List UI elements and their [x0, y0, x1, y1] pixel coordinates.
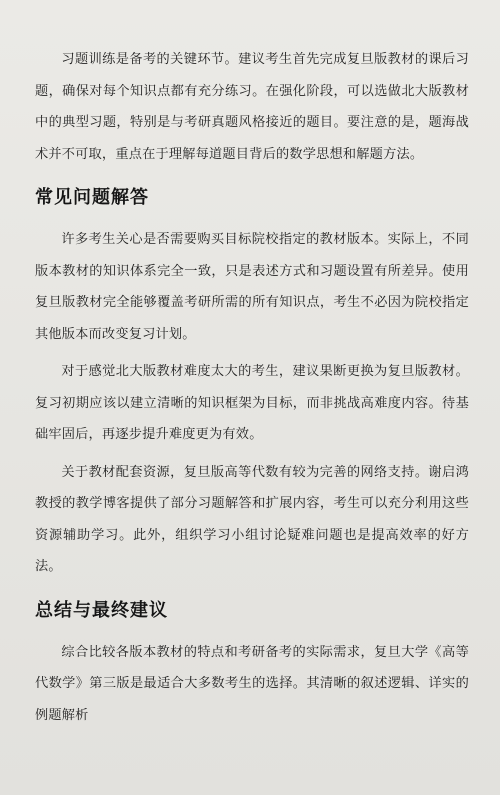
- heading-summary: 总结与最终建议: [35, 599, 168, 621]
- section-summary: [35, 595, 469, 732]
- paragraph-faq-resources: 关于教材配套资源，复旦版高等代数有较为完善的网络支持。谢启鸿教授的教学博客提供了部分习题解答和扩展内容，考生可以充分利用这些资源辅助学习。此外，组织学习小组讨论疑难问题也是提高效率的好方法。: [35, 464, 469, 574]
- heading-faq: 常见问题解答: [35, 187, 149, 208]
- paragraph-exercise-training: 习题训练是备考的关键环节。建议考生首先完成复旦版教材的课后习题，确保对每个知识点都有充分练习。在强化阶段，可以选做北大版教材中的典型习题，特别是与考研真题风格接近的题目。要注意的是，题海战术并不可取，重点在于理解每道题目背后的数学思想和解题方法。: [35, 52, 469, 162]
- paragraph-summary-recommendation: 综合比较各版本教材的特点和考研备考的实际需求，复旦大学《高等代数学》第三版是最适合大多数考生的选择。其清晰的叙述逻辑、详实的例题解析: [35, 644, 469, 723]
- paragraph-faq-difficulty: 对于感觉北大版教材难度太大的考生，建议果断更换为复旦版教材。复习初期应该以建立清晰的知识框架为目标，而非挑战高难度内容。待基础牢固后，再逐步提升难度更为有效。: [35, 364, 469, 442]
- section-faq: [35, 182, 469, 583]
- paragraph-faq-textbook-version: 许多考生关心是否需要购买目标院校指定的教材版本。实际上，不同版本教材的知识体系完全一致，只是表述方式和习题设置有所差异。使用复旦版教材完全能够覆盖考研所需的所有知识点，考生不必因为院校指定其他版本而改变复习计划。: [35, 232, 469, 342]
